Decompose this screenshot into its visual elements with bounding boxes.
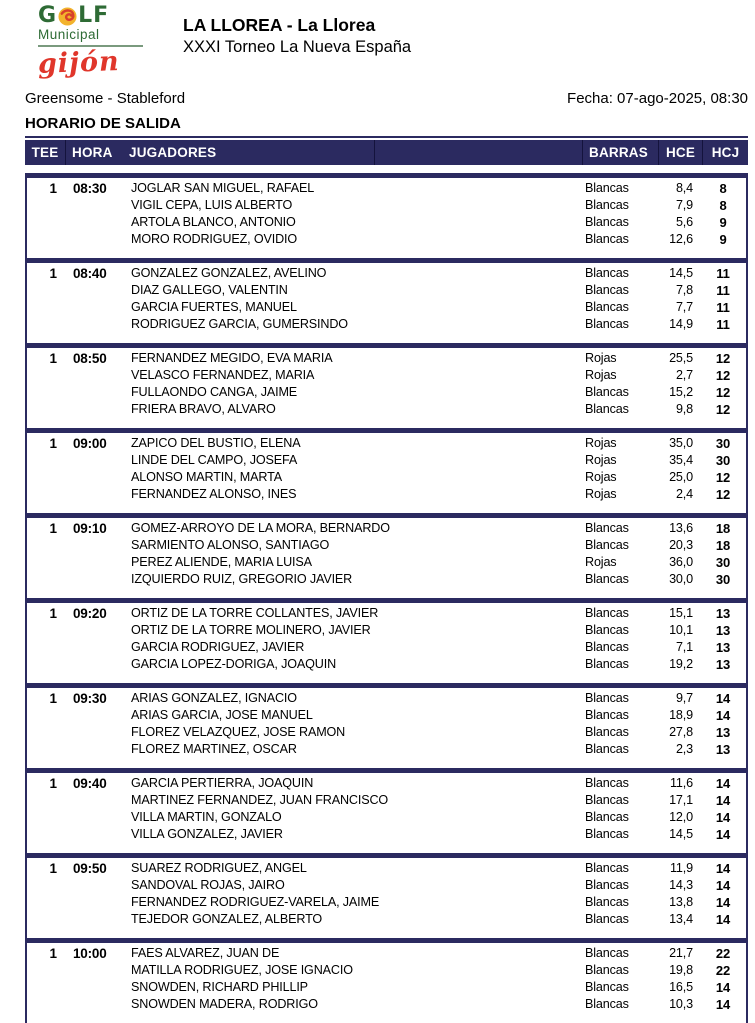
player-hcj: 14: [715, 827, 731, 842]
player-hcj: 12: [715, 402, 731, 417]
player-hcj: 18: [715, 538, 731, 553]
player-row: [129, 231, 746, 248]
player-row: [129, 656, 746, 673]
player-hce: 7,7: [675, 300, 693, 314]
player-hcj: 9: [719, 215, 727, 230]
player-hce: 15,1: [669, 606, 693, 620]
player-barras: Rojas: [585, 368, 617, 382]
player-barras: Blancas: [585, 572, 629, 586]
player-hcj: 14: [715, 878, 731, 893]
player-name: FLOREZ MARTINEZ, OSCAR: [131, 742, 297, 756]
player-name: ORTIZ DE LA TORRE COLLANTES, JAVIER: [131, 606, 379, 620]
player-row: [129, 809, 746, 826]
player-hcj: 22: [715, 946, 731, 961]
player-name: ORTIZ DE LA TORRE MOLINERO, JAVIER: [131, 623, 371, 637]
player-hce: 7,8: [675, 283, 693, 297]
player-name: SNOWDEN, RICHARD PHILLIP: [131, 980, 308, 994]
time-cell: 09:00: [73, 436, 107, 451]
player-row: [129, 316, 746, 333]
player-barras: Blancas: [585, 776, 629, 790]
player-hce: 19,8: [669, 963, 693, 977]
player-name: JOGLAR SAN MIGUEL, RAFAEL: [131, 181, 315, 195]
player-hce: 5,6: [675, 215, 693, 229]
player-hcj: 14: [715, 776, 731, 791]
player-barras: Blancas: [585, 980, 629, 994]
player-barras: Rojas: [585, 555, 617, 569]
player-hcj: 13: [715, 623, 731, 638]
player-name: GOMEZ-ARROYO DE LA MORA, BERNARDO: [131, 521, 390, 535]
player-row: [129, 775, 746, 792]
player-row: [129, 962, 746, 979]
player-hcj: 12: [715, 487, 731, 502]
player-hcj: 13: [715, 606, 731, 621]
player-row: [129, 282, 746, 299]
player-row: [129, 486, 746, 503]
player-barras: Blancas: [585, 640, 629, 654]
player-hce: 11,9: [670, 861, 693, 875]
golf-ball-icon: [58, 7, 77, 26]
player-name: FERNANDEZ MEGIDO, EVA MARIA: [131, 351, 333, 365]
column-header-tee: TEE: [31, 145, 59, 160]
player-row: [129, 435, 746, 452]
tee-group: [25, 768, 748, 853]
tee-cell: 1: [49, 351, 57, 366]
player-row: [129, 452, 746, 469]
player-row: [129, 860, 746, 877]
player-row: [129, 979, 746, 996]
player-barras: Rojas: [585, 453, 617, 467]
time-cell: 09:50: [73, 861, 107, 876]
club-logo: [38, 5, 143, 78]
player-hce: 12,0: [669, 810, 693, 824]
player-row: [129, 401, 746, 418]
player-name: RODRIGUEZ GARCIA, GUMERSINDO: [131, 317, 348, 331]
player-hcj: 11: [716, 300, 730, 315]
player-name: GONZALEZ GONZALEZ, AVELINO: [131, 266, 327, 280]
player-name: TEJEDOR GONZALEZ, ALBERTO: [131, 912, 323, 926]
column-header-hce: HCE: [658, 140, 702, 165]
player-hce: 25,0: [669, 470, 693, 484]
player-barras: Blancas: [585, 317, 629, 331]
player-barras: Blancas: [585, 793, 629, 807]
player-hcj: 14: [715, 708, 731, 723]
tee-group: [25, 258, 748, 343]
player-name: FERNANDEZ ALONSO, INES: [131, 487, 297, 501]
player-hce: 19,2: [669, 657, 693, 671]
player-barras: Blancas: [585, 725, 629, 739]
tee-cell: 1: [49, 606, 57, 621]
player-barras: Blancas: [585, 385, 629, 399]
player-name: ALONSO MARTIN, MARTA: [131, 470, 282, 484]
player-barras: Blancas: [585, 895, 629, 909]
player-row: [129, 537, 746, 554]
player-row: [129, 265, 746, 282]
player-name: ARIAS GARCIA, JOSE MANUEL: [131, 708, 313, 722]
player-row: [129, 911, 746, 928]
title-block: [183, 5, 411, 58]
player-hce: 9,7: [675, 691, 693, 705]
player-row: [129, 554, 746, 571]
table-header-row: [25, 140, 748, 165]
player-barras: Blancas: [585, 946, 629, 960]
player-row: [129, 826, 746, 843]
player-barras: Blancas: [585, 283, 629, 297]
player-rows: [129, 945, 746, 1023]
player-hce: 2,3: [675, 742, 693, 756]
player-hcj: 14: [715, 810, 731, 825]
player-hcj: 12: [715, 385, 731, 400]
player-barras: Rojas: [585, 487, 617, 501]
player-hce: 14,3: [669, 878, 693, 892]
column-header-hora: HORA: [65, 140, 127, 165]
player-hce: 9,8: [675, 402, 693, 416]
player-row: [129, 350, 746, 367]
player-hce: 14,5: [669, 827, 693, 841]
player-name: MARTINEZ FERNANDEZ, JUAN FRANCISCO: [131, 793, 389, 807]
column-header-filler: [374, 140, 582, 165]
tee-cell: 1: [49, 436, 57, 451]
tee-cell: 1: [49, 861, 57, 876]
player-barras: Blancas: [585, 266, 629, 280]
player-barras: Rojas: [585, 351, 617, 365]
player-row: [129, 197, 746, 214]
time-cell: 09:20: [73, 606, 107, 621]
player-hcj: 14: [715, 691, 731, 706]
player-barras: Blancas: [585, 198, 629, 212]
player-barras: Blancas: [585, 538, 629, 552]
player-barras: Blancas: [585, 912, 629, 926]
player-hce: 7,9: [675, 198, 693, 212]
tee-group: [25, 513, 748, 598]
format-label: Greensome - Stableford: [25, 90, 186, 107]
time-cell: 09:30: [73, 691, 107, 706]
player-name: ZAPICO DEL BUSTIO, ELENA: [131, 436, 301, 450]
tournament-title: XXXI Torneo La Nueva España: [183, 38, 412, 56]
logo-golf-right: LF: [78, 3, 110, 28]
player-hcj: 14: [715, 895, 731, 910]
player-hcj: 13: [715, 725, 731, 740]
player-name: IZQUIERDO RUIZ, GREGORIO JAVIER: [131, 572, 353, 586]
player-hce: 16,5: [669, 980, 693, 994]
player-row: [129, 945, 746, 962]
player-hce: 30,0: [669, 572, 693, 586]
player-barras: Rojas: [585, 436, 617, 450]
player-name: VILLA GONZALEZ, JAVIER: [131, 827, 283, 841]
time-cell: 08:40: [73, 266, 107, 281]
tee-cell: 1: [49, 776, 57, 791]
player-hcj: 14: [715, 912, 731, 927]
player-name: FERNANDEZ RODRIGUEZ-VARELA, JAIME: [131, 895, 380, 909]
player-hcj: 12: [715, 470, 731, 485]
player-row: [129, 520, 746, 537]
player-hce: 35,4: [669, 453, 693, 467]
tee-cell: 1: [49, 181, 57, 196]
player-hcj: 14: [715, 793, 731, 808]
player-hcj: 11: [716, 317, 730, 332]
player-hcj: 11: [716, 283, 730, 298]
time-cell: 08:50: [73, 351, 107, 366]
table-top-rule: [25, 136, 748, 138]
player-row: [129, 469, 746, 486]
player-name: SNOWDEN MADERA, RODRIGO: [131, 997, 318, 1011]
player-name: GARCIA PERTIERRA, JOAQUIN: [131, 776, 314, 790]
player-hcj: 9: [719, 232, 727, 247]
player-row: [129, 690, 746, 707]
player-row: [129, 214, 746, 231]
player-barras: Blancas: [585, 997, 629, 1011]
player-row: [129, 180, 746, 197]
player-row: [129, 707, 746, 724]
player-hcj: 12: [715, 368, 731, 383]
player-hce: 12,6: [669, 232, 693, 246]
player-hce: 13,6: [669, 521, 693, 535]
player-hcj: 14: [715, 980, 731, 995]
player-barras: Blancas: [585, 300, 629, 314]
player-hce: 35,0: [669, 436, 693, 450]
player-hcj: 14: [715, 997, 731, 1012]
player-rows: [129, 690, 746, 768]
player-hce: 2,7: [675, 368, 693, 382]
player-name: ARTOLA BLANCO, ANTONIO: [131, 215, 296, 229]
player-name: GARCIA RODRIGUEZ, JAVIER: [131, 640, 305, 654]
player-hce: 7,1: [675, 640, 693, 654]
tee-group: [25, 343, 748, 428]
player-hce: 2,4: [675, 487, 693, 501]
player-row: [129, 571, 746, 588]
player-row: [129, 792, 746, 809]
logo-golf-left: G: [38, 3, 58, 28]
player-name: MATILLA RODRIGUEZ, JOSE IGNACIO: [131, 963, 353, 977]
player-barras: Blancas: [585, 963, 629, 977]
tee-group: [25, 853, 748, 938]
tee-cell: 1: [49, 266, 57, 281]
column-header-hcj: HCJ: [702, 140, 748, 165]
player-hcj: 30: [715, 555, 731, 570]
player-hcj: 30: [715, 453, 731, 468]
player-hce: 10,1: [669, 623, 693, 637]
player-hce: 18,9: [669, 708, 693, 722]
player-hce: 13,4: [669, 912, 693, 926]
player-barras: Blancas: [585, 215, 629, 229]
player-name: FLOREZ VELAZQUEZ, JOSE RAMON: [131, 725, 346, 739]
player-barras: Blancas: [585, 742, 629, 756]
player-rows: [129, 775, 746, 853]
player-row: [129, 299, 746, 316]
player-barras: Blancas: [585, 657, 629, 671]
player-rows: [129, 605, 746, 683]
player-barras: Rojas: [585, 470, 617, 484]
player-hce: 25,5: [669, 351, 693, 365]
section-title: HORARIO DE SALIDA: [25, 115, 181, 132]
tee-cell: 1: [49, 691, 57, 706]
player-row: [129, 996, 746, 1013]
player-barras: Blancas: [585, 232, 629, 246]
player-name: ARIAS GONZALEZ, IGNACIO: [131, 691, 297, 705]
player-barras: Blancas: [585, 402, 629, 416]
tee-group: [25, 173, 748, 258]
time-cell: 08:30: [73, 181, 107, 196]
player-barras: Blancas: [585, 623, 629, 637]
player-hce: 20,3: [669, 538, 693, 552]
logo-gijon-text: gijón: [37, 45, 121, 80]
player-barras: Blancas: [585, 708, 629, 722]
player-row: [129, 741, 746, 758]
date-label: Fecha: 07-ago-2025, 08:30: [567, 90, 748, 107]
player-row: [129, 605, 746, 622]
player-hcj: 14: [715, 861, 731, 876]
tee-cell: 1: [49, 521, 57, 536]
logo-municipal-text: Municipal: [38, 27, 143, 47]
player-rows: [129, 435, 746, 513]
groups: [25, 173, 748, 1023]
player-name: VELASCO FERNANDEZ, MARIA: [131, 368, 315, 382]
player-barras: Blancas: [585, 878, 629, 892]
player-hce: 17,1: [669, 793, 693, 807]
masthead: [25, 5, 748, 78]
player-row: [129, 877, 746, 894]
player-name: LINDE DEL CAMPO, JOSEFA: [131, 453, 298, 467]
player-row: [129, 894, 746, 911]
meta-row: [25, 90, 748, 108]
tee-group: [25, 938, 748, 1023]
player-name: FAES ALVAREZ, JUAN DE: [131, 946, 280, 960]
tee-group: [25, 683, 748, 768]
player-hcj: 30: [715, 436, 731, 451]
player-rows: [129, 860, 746, 938]
logo-golf-wordmark: [38, 5, 143, 27]
player-hce: 21,7: [669, 946, 693, 960]
player-rows: [129, 180, 746, 258]
time-cell: 09:10: [73, 521, 107, 536]
tee-group: [25, 598, 748, 683]
player-barras: Blancas: [585, 606, 629, 620]
player-row: [129, 639, 746, 656]
tee-group: [25, 428, 748, 513]
player-hce: 8,4: [675, 181, 693, 195]
player-hcj: 30: [715, 572, 731, 587]
player-hce: 27,8: [669, 725, 693, 739]
player-barras: Blancas: [585, 810, 629, 824]
player-hcj: 12: [715, 351, 731, 366]
player-name: PEREZ ALIENDE, MARIA LUISA: [131, 555, 312, 569]
player-name: FULLAONDO CANGA, JAIME: [131, 385, 298, 399]
player-rows: [129, 350, 746, 428]
player-name: SARMIENTO ALONSO, SANTIAGO: [131, 538, 330, 552]
player-barras: Blancas: [585, 181, 629, 195]
player-rows: [129, 520, 746, 598]
player-row: [129, 622, 746, 639]
player-hce: 13,8: [669, 895, 693, 909]
player-barras: Blancas: [585, 827, 629, 841]
player-name: FRIERA BRAVO, ALVARO: [131, 402, 276, 416]
player-hcj: 13: [715, 657, 731, 672]
time-cell: 09:40: [73, 776, 107, 791]
column-header-jugadores: JUGADORES: [129, 145, 217, 160]
player-row: [129, 384, 746, 401]
player-hcj: 13: [715, 742, 731, 757]
player-name: GARCIA LOPEZ-DORIGA, JOAQUIN: [131, 657, 337, 671]
player-hce: 10,3: [669, 997, 693, 1011]
player-row: [129, 724, 746, 741]
player-hcj: 22: [715, 963, 731, 978]
player-hcj: 8: [719, 198, 727, 213]
player-row: [129, 367, 746, 384]
player-name: DIAZ GALLEGO, VALENTIN: [131, 283, 288, 297]
player-rows: [129, 265, 746, 343]
player-hce: 14,9: [669, 317, 693, 331]
player-hce: 14,5: [669, 266, 693, 280]
tee-cell: 1: [49, 946, 57, 961]
player-name: VIGIL CEPA, LUIS ALBERTO: [131, 198, 293, 212]
time-cell: 10:00: [73, 946, 107, 961]
player-name: SUAREZ RODRIGUEZ, ANGEL: [131, 861, 307, 875]
club-title: LA LLOREA - La Llorea: [183, 15, 376, 35]
player-hcj: 13: [715, 640, 731, 655]
player-hcj: 8: [719, 181, 727, 196]
player-name: VILLA MARTIN, GONZALO: [131, 810, 282, 824]
player-hce: 11,6: [670, 776, 693, 790]
player-hce: 36,0: [669, 555, 693, 569]
player-hce: 15,2: [669, 385, 693, 399]
column-header-barras: BARRAS: [582, 140, 658, 165]
player-barras: Blancas: [585, 861, 629, 875]
player-barras: Blancas: [585, 691, 629, 705]
player-hcj: 11: [716, 266, 730, 281]
player-barras: Blancas: [585, 521, 629, 535]
player-name: SANDOVAL ROJAS, JAIRO: [131, 878, 285, 892]
player-hcj: 18: [715, 521, 731, 536]
player-name: GARCIA FUERTES, MANUEL: [131, 300, 297, 314]
player-name: MORO RODRIGUEZ, OVIDIO: [131, 232, 298, 246]
